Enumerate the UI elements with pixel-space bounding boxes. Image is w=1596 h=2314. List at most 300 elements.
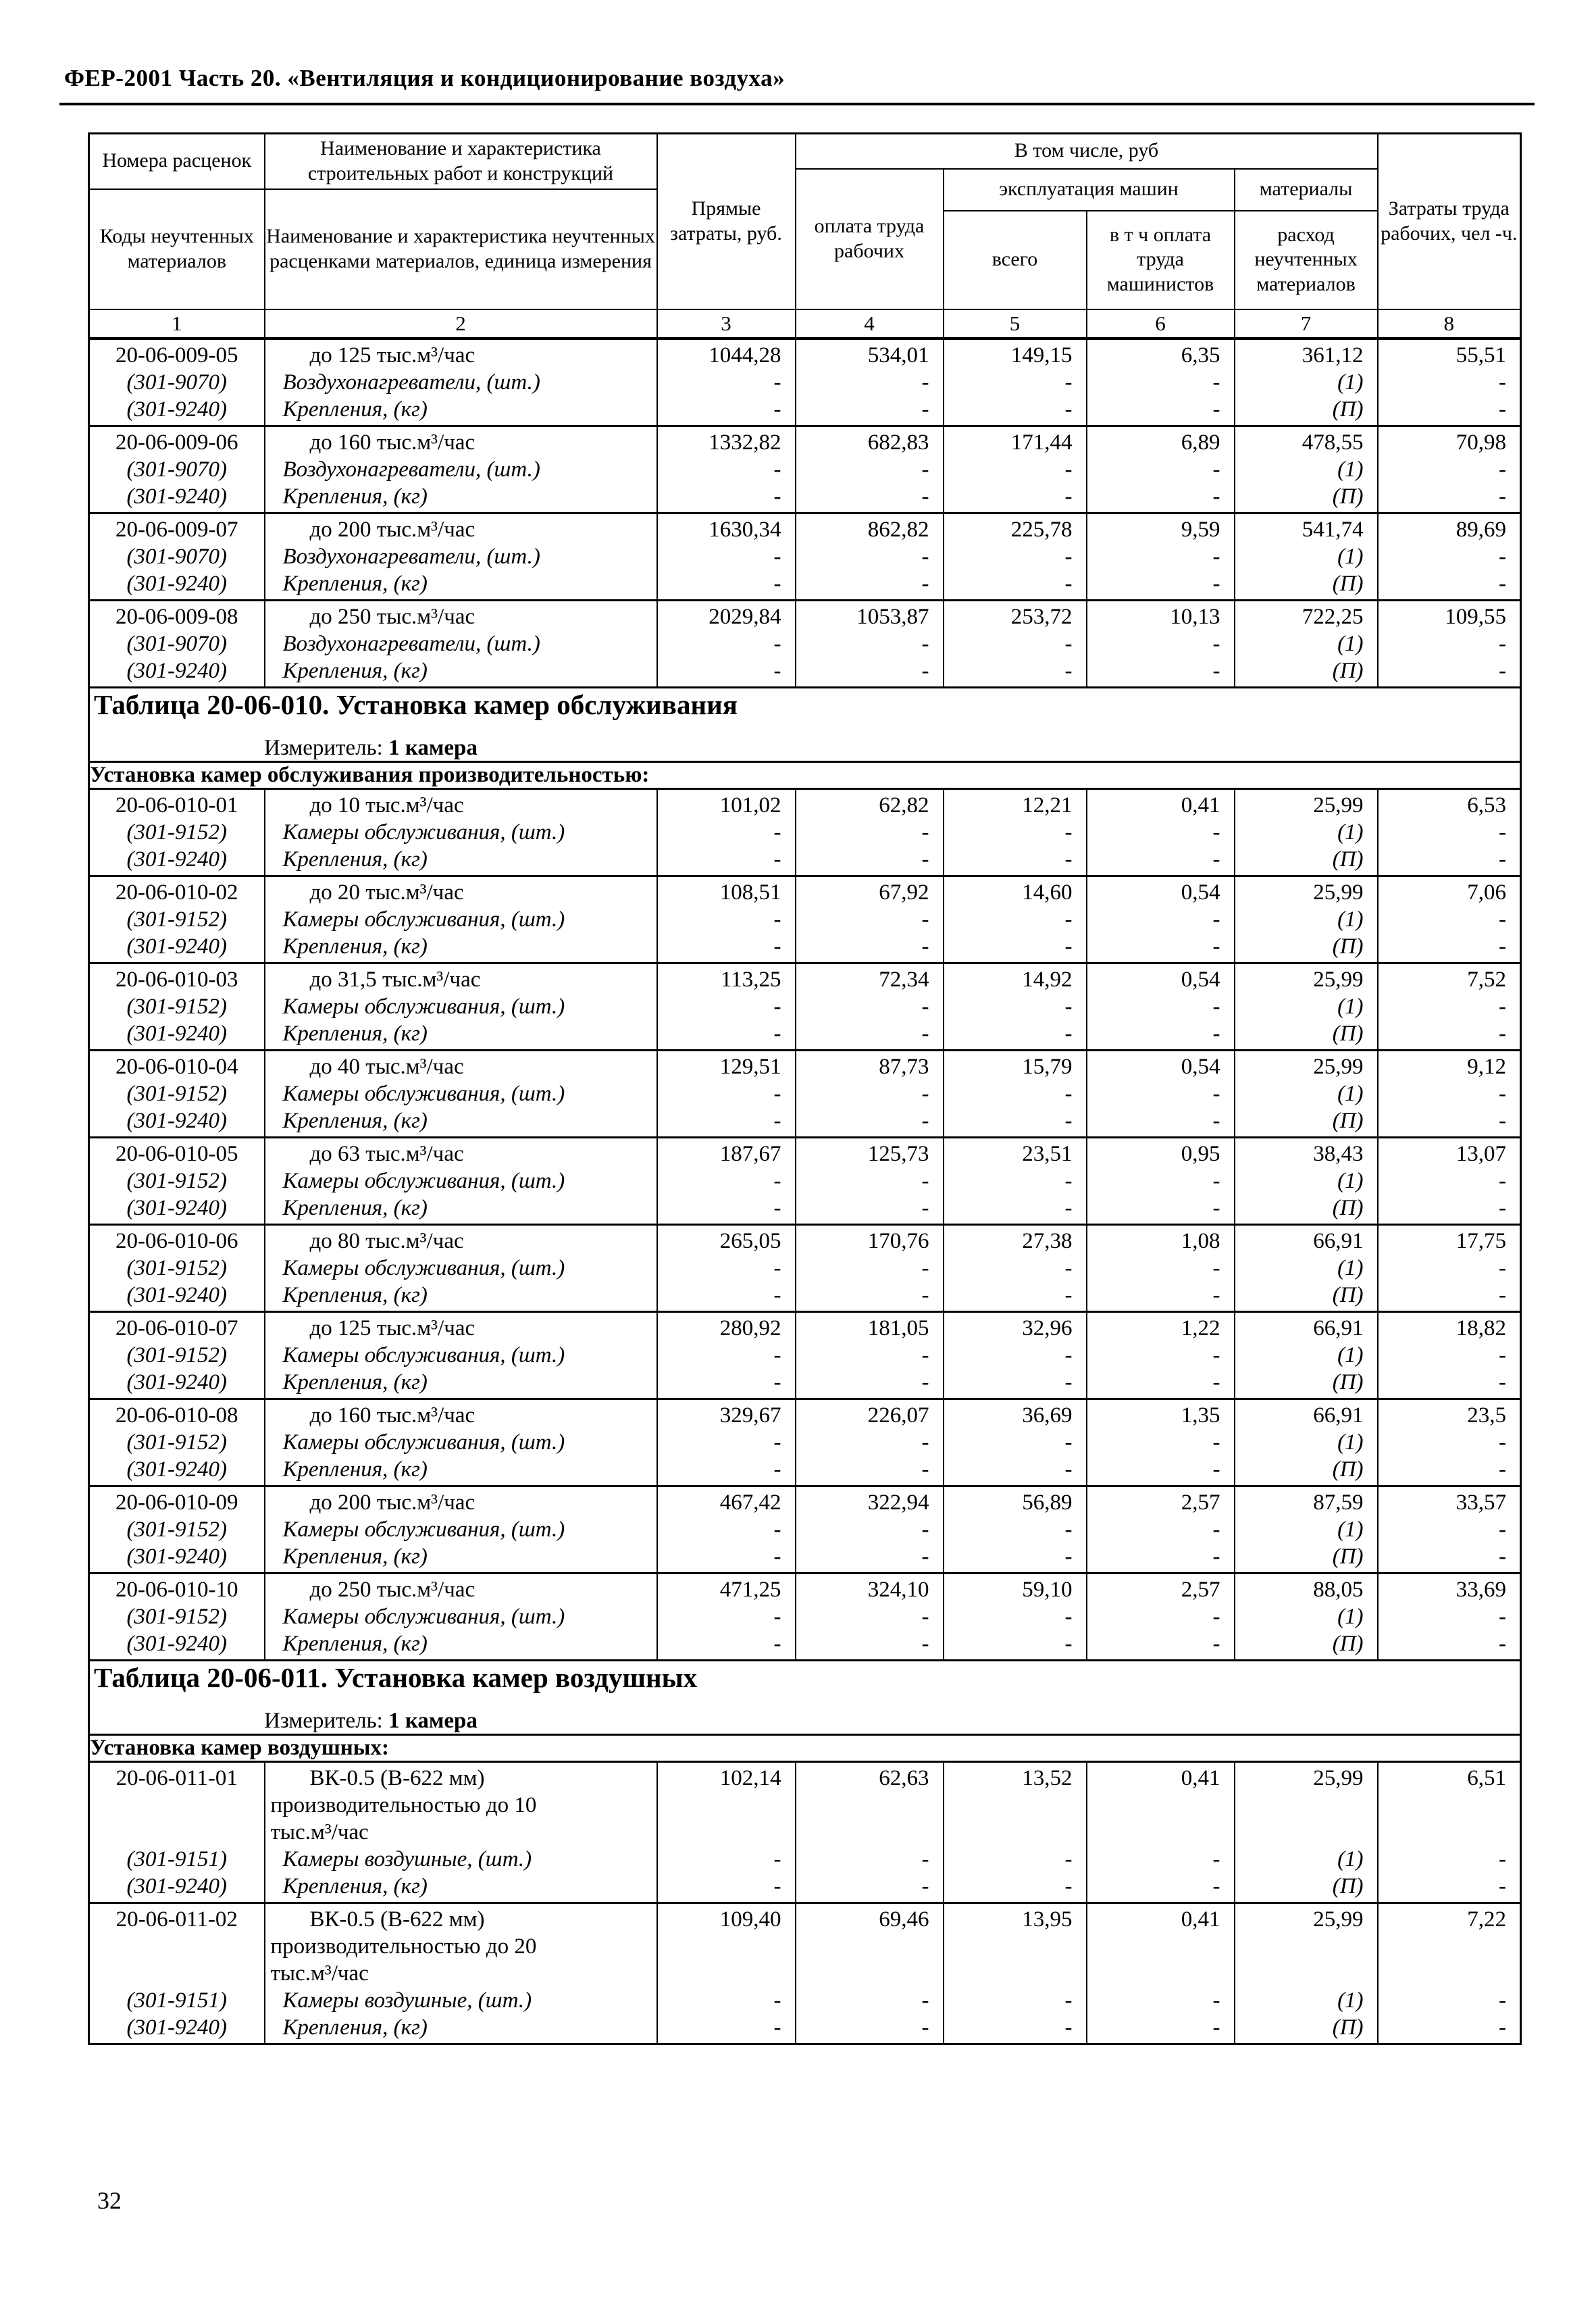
material-value: - <box>773 631 781 656</box>
header-workers-pay: оплата труда рабочих <box>796 169 944 309</box>
material-value: - <box>921 631 929 656</box>
rate-code: 20-06-010-05 <box>115 1141 238 1166</box>
meter-value: 1 камера <box>382 1708 478 1733</box>
value: 541,74 <box>1302 517 1364 542</box>
material-value: (1) <box>1337 1255 1364 1280</box>
value: 27,38 <box>1022 1228 1073 1253</box>
material-value: - <box>1064 1604 1073 1629</box>
material-code: (301-9240) <box>126 2015 227 2040</box>
material-value: - <box>1212 1873 1220 1898</box>
value: 0,41 <box>1181 793 1220 818</box>
cell-labor-pay <box>796 426 944 513</box>
material-description: Крепления, (кг) <box>282 571 428 596</box>
empty-line <box>796 1933 943 1960</box>
material-value: - <box>1064 934 1073 959</box>
value: 329,67 <box>719 1403 781 1428</box>
material-value: - <box>773 907 781 932</box>
material-code: (301-9240) <box>126 484 227 509</box>
material-value: - <box>1064 544 1073 569</box>
cell-rate-code <box>89 1224 265 1311</box>
material-value: - <box>1064 1369 1073 1394</box>
material-description: Крепления, (кг) <box>282 847 428 872</box>
material-value: - <box>773 1108 781 1133</box>
material-value: - <box>773 544 781 569</box>
work-description: до 160 тыс.м³/час <box>309 1403 475 1428</box>
section-subheader-row <box>89 1734 1521 1761</box>
material-value: - <box>1212 397 1220 422</box>
cell-direct-costs <box>657 426 796 513</box>
material-value: - <box>1212 631 1220 656</box>
empty-line <box>658 1819 795 1846</box>
material-value: - <box>921 847 929 872</box>
cell-direct-costs <box>657 963 796 1050</box>
material-value: - <box>1212 1282 1220 1307</box>
cell-description <box>265 963 657 1050</box>
cell-rate-code <box>89 600 265 687</box>
work-description: ВК-0.5 (В-622 мм) <box>309 1907 485 1932</box>
material-description: Воздухонагреватели, (шт.) <box>282 457 540 482</box>
material-value: - <box>1499 1108 1507 1133</box>
material-description: Камеры обслуживания, (шт.) <box>282 1081 565 1106</box>
value: 322,94 <box>867 1490 929 1515</box>
cell-machinists-pay <box>1087 788 1235 876</box>
material-value: - <box>1064 1457 1073 1482</box>
material-value: (П) <box>1332 2015 1364 2040</box>
material-value: - <box>1064 658 1073 683</box>
material-code: (301-9240) <box>126 1108 227 1133</box>
value: 0,54 <box>1181 967 1220 992</box>
material-value: - <box>1212 1255 1220 1280</box>
cell-labor-pay <box>796 1224 944 1311</box>
material-value: - <box>1212 1457 1220 1482</box>
material-value: - <box>921 1255 929 1280</box>
cell-machinists-pay <box>1087 1486 1235 1573</box>
empty-line <box>796 1819 943 1846</box>
material-value: (1) <box>1337 457 1364 482</box>
cell-direct-costs <box>657 1050 796 1137</box>
cell-materials-consumption <box>1235 876 1378 963</box>
rate-code: 20-06-010-03 <box>115 967 238 992</box>
material-code: (301-9240) <box>126 1369 227 1394</box>
material-description: Крепления, (кг) <box>282 658 428 683</box>
material-value: - <box>1064 370 1073 395</box>
cell-labor-hours <box>1378 600 1521 687</box>
material-value: - <box>1499 1369 1507 1394</box>
material-value: - <box>921 820 929 845</box>
material-code: (301-9240) <box>126 1282 227 1307</box>
cell-description <box>265 600 657 687</box>
cell-machinists-pay <box>1087 1761 1235 1903</box>
cell-description <box>265 1311 657 1399</box>
cell-rate-code <box>89 1311 265 1399</box>
cell-description <box>265 1399 657 1486</box>
cell-materials-consumption <box>1235 513 1378 600</box>
value: 225,78 <box>1010 517 1073 542</box>
value: 7,52 <box>1467 967 1507 992</box>
empty-line <box>1087 1792 1234 1819</box>
cell-machines-total <box>944 1486 1087 1573</box>
header-machines-operation: эксплуатация машин <box>944 169 1235 211</box>
work-description: до 31,5 тыс.м³/час <box>309 967 481 992</box>
empty-line <box>1235 1933 1377 1960</box>
work-description: до 200 тыс.м³/час <box>309 1490 475 1515</box>
value: 361,12 <box>1302 343 1364 368</box>
empty-line <box>90 1933 264 1960</box>
material-value: - <box>773 571 781 596</box>
empty-line <box>1379 1792 1520 1819</box>
material-value: - <box>921 1631 929 1656</box>
material-value: - <box>1064 1255 1073 1280</box>
material-value: - <box>773 484 781 509</box>
value: 69,46 <box>879 1907 929 1932</box>
value: 181,05 <box>867 1315 929 1340</box>
cell-machinists-pay <box>1087 426 1235 513</box>
cell-description <box>265 788 657 876</box>
material-code: (301-9152) <box>126 1168 227 1193</box>
material-value: - <box>921 1195 929 1220</box>
cell-labor-pay <box>796 338 944 426</box>
material-value: - <box>1499 631 1507 656</box>
material-value: - <box>773 2015 781 2040</box>
empty-line <box>1087 1933 1234 1960</box>
empty-line <box>1379 1933 1520 1960</box>
column-number: 5 <box>944 309 1087 338</box>
rate-group-row <box>89 426 1521 513</box>
material-value: - <box>1499 1430 1507 1455</box>
value: 25,99 <box>1313 1765 1364 1790</box>
material-description: Крепления, (кг) <box>282 2015 428 2040</box>
material-value: - <box>773 1988 781 2013</box>
material-value: - <box>1499 397 1507 422</box>
material-value: - <box>773 457 781 482</box>
material-value: - <box>1064 1631 1073 1656</box>
cell-labor-hours <box>1378 963 1521 1050</box>
column-number: 3 <box>657 309 796 338</box>
cell-rate-code <box>89 1399 265 1486</box>
value: 171,44 <box>1010 430 1073 455</box>
material-value: - <box>773 1873 781 1898</box>
material-value: - <box>773 397 781 422</box>
header-labor-hours: Затраты труда рабочих, чел -ч. <box>1378 134 1521 309</box>
cell-direct-costs <box>657 338 796 426</box>
value: 62,63 <box>879 1765 929 1790</box>
rate-code: 20-06-010-02 <box>115 880 238 905</box>
cell-labor-hours <box>1378 1761 1521 1903</box>
cell-description <box>265 876 657 963</box>
cell-machinists-pay <box>1087 1399 1235 1486</box>
cell-machines-total <box>944 1573 1087 1660</box>
material-value: - <box>773 1846 781 1871</box>
material-value: - <box>1499 1988 1507 2013</box>
empty-line <box>1235 1792 1377 1819</box>
material-code: (301-9240) <box>126 571 227 596</box>
material-description: Крепления, (кг) <box>282 1195 428 1220</box>
value: 10,13 <box>1170 604 1220 629</box>
value: 0,41 <box>1181 1907 1220 1932</box>
empty-line <box>944 1960 1086 1987</box>
cell-materials-consumption <box>1235 426 1378 513</box>
material-value: - <box>1499 1873 1507 1898</box>
cell-labor-pay <box>796 1486 944 1573</box>
rate-code: 20-06-011-02 <box>115 1907 238 1932</box>
value: 13,07 <box>1456 1141 1507 1166</box>
value: 109,40 <box>719 1907 781 1932</box>
material-code: (301-9240) <box>126 1544 227 1569</box>
cell-machinists-pay <box>1087 963 1235 1050</box>
material-value: - <box>921 397 929 422</box>
cell-machinists-pay <box>1087 1224 1235 1311</box>
value: 33,57 <box>1456 1490 1507 1515</box>
cell-labor-pay <box>796 788 944 876</box>
material-value: - <box>1499 994 1507 1019</box>
material-value: - <box>1064 2015 1073 2040</box>
value: 0,41 <box>1181 1765 1220 1790</box>
material-value: - <box>773 1342 781 1367</box>
cell-labor-hours <box>1378 426 1521 513</box>
rate-code: 20-06-011-01 <box>115 1765 238 1790</box>
value: 226,07 <box>867 1403 929 1428</box>
material-value: - <box>773 1631 781 1656</box>
section-subheader-row <box>89 761 1521 788</box>
rate-code: 20-06-009-07 <box>115 517 238 542</box>
material-value: (П) <box>1332 1457 1364 1482</box>
empty-line <box>944 1933 1086 1960</box>
column-number: 4 <box>796 309 944 338</box>
cell-machines-total <box>944 426 1087 513</box>
cell-rate-code <box>89 513 265 600</box>
cell-labor-pay <box>796 513 944 600</box>
cell-direct-costs <box>657 1137 796 1224</box>
work-description: до 160 тыс.м³/час <box>309 430 475 455</box>
cell-direct-costs <box>657 1761 796 1903</box>
material-value: - <box>1064 994 1073 1019</box>
material-value: (П) <box>1332 1369 1364 1394</box>
material-value: - <box>1212 907 1220 932</box>
material-code: (301-9240) <box>126 1457 227 1482</box>
rate-group-row <box>89 338 1521 426</box>
value: 66,91 <box>1313 1315 1364 1340</box>
material-value: (1) <box>1337 1081 1364 1106</box>
cell-rate-code <box>89 1761 265 1903</box>
cell-machines-total <box>944 1137 1087 1224</box>
work-description: до 125 тыс.м³/час <box>309 1315 475 1340</box>
cell-materials-consumption <box>1235 1399 1378 1486</box>
cell-machinists-pay <box>1087 1903 1235 2044</box>
material-value: - <box>773 1081 781 1106</box>
material-code: (301-9240) <box>126 1021 227 1046</box>
section-header-row <box>89 687 1521 761</box>
material-value: - <box>1499 1631 1507 1656</box>
material-value: - <box>773 1168 781 1193</box>
material-description: Воздухонагреватели, (шт.) <box>282 631 540 656</box>
cell-labor-pay <box>796 876 944 963</box>
empty-line <box>1087 1819 1234 1846</box>
cell-materials-consumption <box>1235 600 1378 687</box>
value: 1,35 <box>1181 1403 1220 1428</box>
material-value: - <box>921 2015 929 2040</box>
material-value: - <box>1499 1457 1507 1482</box>
material-value: - <box>921 1604 929 1629</box>
meter-label: Измеритель: <box>264 735 383 760</box>
section-meter <box>90 736 1520 761</box>
material-code: (301-9240) <box>126 934 227 959</box>
material-value: - <box>1212 2015 1220 2040</box>
value: 1332,82 <box>709 430 781 455</box>
value: 6,53 <box>1467 793 1507 818</box>
material-value: - <box>773 1517 781 1542</box>
material-value: - <box>921 1342 929 1367</box>
cell-rate-code <box>89 1486 265 1573</box>
material-value: (1) <box>1337 1342 1364 1367</box>
material-value: - <box>921 1108 929 1133</box>
value: 534,01 <box>867 343 929 368</box>
material-value: - <box>1064 1342 1073 1367</box>
material-value: - <box>1064 1988 1073 2013</box>
rate-group-row <box>89 1311 1521 1399</box>
material-description: Крепления, (кг) <box>282 397 428 422</box>
material-value: - <box>921 1544 929 1569</box>
cell-description <box>265 1761 657 1903</box>
value: 722,25 <box>1302 604 1364 629</box>
rate-group-row <box>89 1050 1521 1137</box>
value: 62,82 <box>879 793 929 818</box>
rate-code: 20-06-010-06 <box>115 1228 238 1253</box>
cell-machinists-pay <box>1087 1050 1235 1137</box>
value: 0,95 <box>1181 1141 1220 1166</box>
material-value: (П) <box>1332 1873 1364 1898</box>
cell-machines-total <box>944 1050 1087 1137</box>
value: 1,22 <box>1181 1315 1220 1340</box>
cell-materials-consumption <box>1235 1486 1378 1573</box>
cell-labor-pay <box>796 600 944 687</box>
cell-rate-code <box>89 1137 265 1224</box>
rate-code: 20-06-010-01 <box>115 793 238 818</box>
material-value: - <box>1212 1430 1220 1455</box>
rate-group-row <box>89 1573 1521 1660</box>
work-description: до 250 тыс.м³/час <box>309 604 475 629</box>
value: 187,67 <box>719 1141 781 1166</box>
value: 25,99 <box>1313 880 1364 905</box>
cell-rate-code <box>89 338 265 426</box>
empty-line <box>1087 1960 1234 1987</box>
rate-code: 20-06-009-06 <box>115 430 238 455</box>
rate-group-row <box>89 1399 1521 1486</box>
page-number: 32 <box>97 2187 122 2214</box>
value: 87,59 <box>1313 1490 1364 1515</box>
value: 0,54 <box>1181 1054 1220 1079</box>
cell-labor-hours <box>1378 1573 1521 1660</box>
cell-machines-total <box>944 1399 1087 1486</box>
material-value: (П) <box>1332 1282 1364 1307</box>
cell-machines-total <box>944 876 1087 963</box>
work-description: ВК-0.5 (В-622 мм) <box>309 1765 485 1790</box>
value: 1630,34 <box>709 517 781 542</box>
material-description: Крепления, (кг) <box>282 934 428 959</box>
work-description: до 10 тыс.м³/час <box>309 793 464 818</box>
value: 1,08 <box>1181 1228 1220 1253</box>
material-description: Воздухонагреватели, (шт.) <box>282 544 540 569</box>
value: 102,14 <box>719 1765 781 1790</box>
material-value: - <box>773 370 781 395</box>
material-value: - <box>921 1282 929 1307</box>
material-value: - <box>773 1255 781 1280</box>
cell-machines-total <box>944 600 1087 687</box>
value: 9,12 <box>1467 1054 1507 1079</box>
header-materials: материалы <box>1235 169 1378 211</box>
material-value: - <box>1064 397 1073 422</box>
cell-direct-costs <box>657 513 796 600</box>
material-value: (П) <box>1332 1195 1364 1220</box>
material-value: - <box>1499 2015 1507 2040</box>
value: 7,22 <box>1467 1907 1507 1932</box>
rates-table <box>88 132 1522 2045</box>
cell-direct-costs <box>657 600 796 687</box>
material-value: - <box>1499 1168 1507 1193</box>
material-value: - <box>1064 1081 1073 1106</box>
cell-description <box>265 513 657 600</box>
value: 38,43 <box>1313 1141 1364 1166</box>
value: 67,92 <box>879 880 929 905</box>
material-value: - <box>1212 1846 1220 1871</box>
cell-machines-total <box>944 338 1087 426</box>
material-description: Крепления, (кг) <box>282 1108 428 1133</box>
material-value: - <box>1064 1544 1073 1569</box>
material-value: - <box>1064 484 1073 509</box>
material-value: (П) <box>1332 658 1364 683</box>
value: 0,54 <box>1181 880 1220 905</box>
value: 36,69 <box>1022 1403 1073 1428</box>
cell-direct-costs <box>657 1311 796 1399</box>
material-value: - <box>1499 1517 1507 1542</box>
cell-machines-total <box>944 1761 1087 1903</box>
material-value: - <box>1212 370 1220 395</box>
value: 25,99 <box>1313 793 1364 818</box>
material-value: - <box>773 1021 781 1046</box>
material-value: (П) <box>1332 934 1364 959</box>
material-description: Камеры обслуживания, (шт.) <box>282 820 565 845</box>
value: 18,82 <box>1456 1315 1507 1340</box>
material-description: Камеры воздушные, (шт.) <box>282 1988 532 2013</box>
material-value: - <box>921 994 929 1019</box>
material-code: (301-9152) <box>126 1430 227 1455</box>
material-code: (301-9070) <box>126 457 227 482</box>
material-value: (П) <box>1332 1544 1364 1569</box>
value: 7,06 <box>1467 880 1507 905</box>
material-code: (301-9152) <box>126 1517 227 1542</box>
material-value: - <box>1212 934 1220 959</box>
value: 70,98 <box>1456 430 1507 455</box>
cell-labor-pay <box>796 1761 944 1903</box>
empty-line <box>1235 1819 1377 1846</box>
value: 2029,84 <box>709 604 781 629</box>
value: 17,75 <box>1456 1228 1507 1253</box>
cell-description <box>265 1224 657 1311</box>
material-description: Крепления, (кг) <box>282 1544 428 1569</box>
empty-line <box>658 1792 795 1819</box>
cell-description <box>265 1486 657 1573</box>
cell-labor-hours <box>1378 1399 1521 1486</box>
material-value: (1) <box>1337 1168 1364 1193</box>
cell-machinists-pay <box>1087 1137 1235 1224</box>
material-value: - <box>1212 994 1220 1019</box>
value: 129,51 <box>719 1054 781 1079</box>
empty-line <box>90 1792 264 1819</box>
cell-rate-code <box>89 426 265 513</box>
empty-line <box>1235 1960 1377 1987</box>
material-code: (301-9240) <box>126 397 227 422</box>
material-description: Камеры обслуживания, (шт.) <box>282 1604 565 1629</box>
material-value: - <box>921 907 929 932</box>
